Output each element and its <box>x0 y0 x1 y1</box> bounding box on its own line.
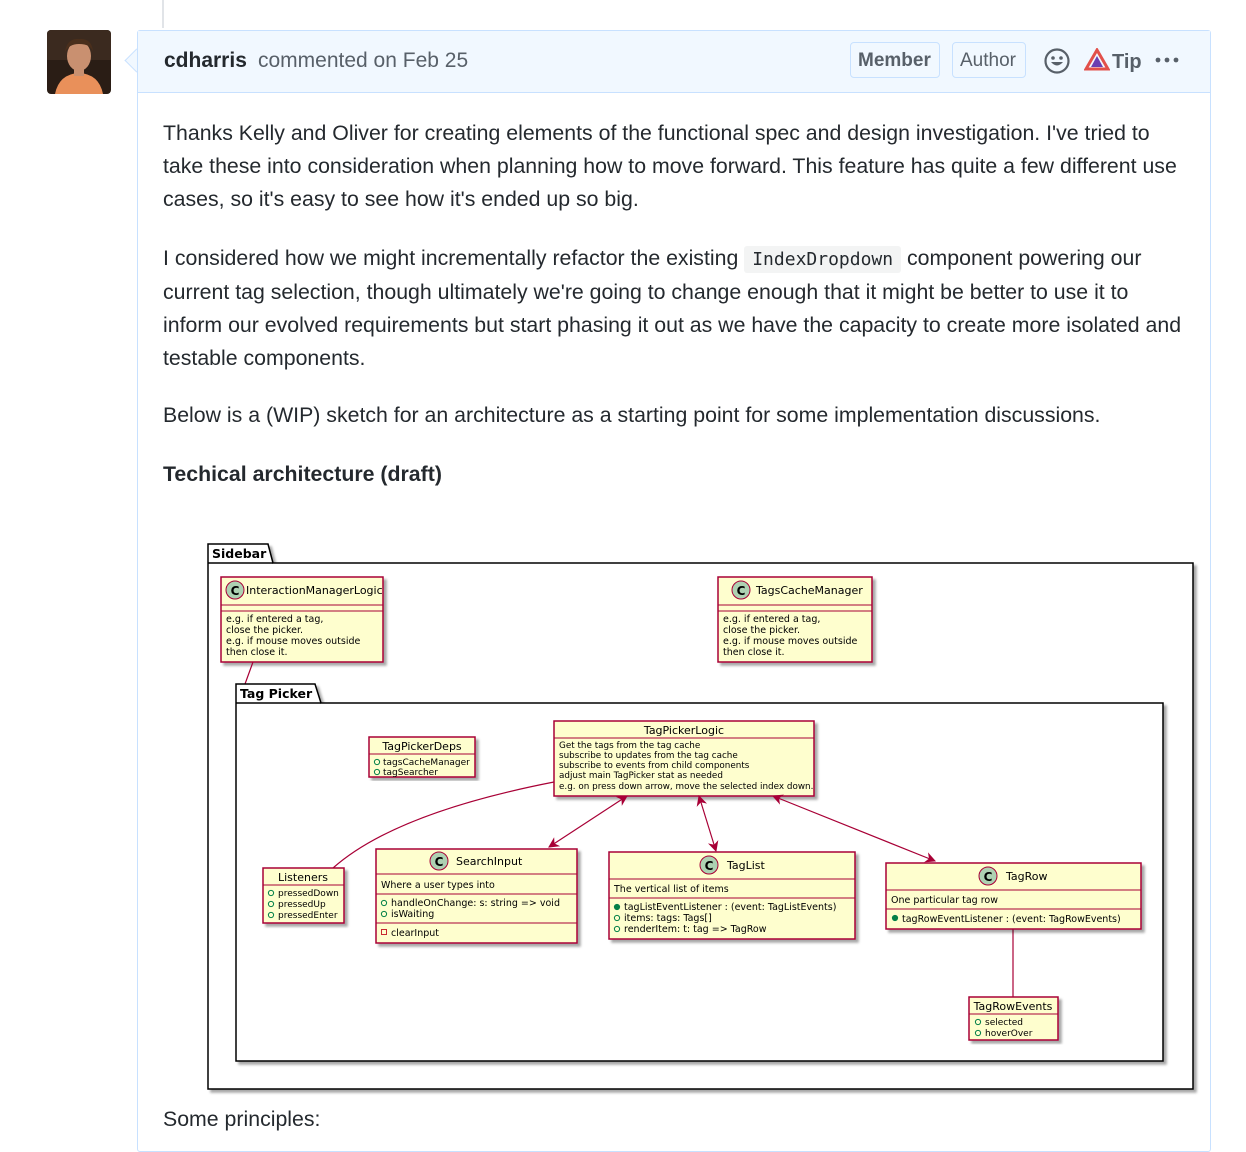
search-input-class <box>376 849 577 943</box>
paragraph-text: component powering our current tag selection, though ultimately we're going to change enough that it might be better to use it to inform our evolved requirements but start phasing it out as we have the capacity to create more isolated and testable components. <box>163 246 1182 370</box>
svg-text:e.g. if entered a tag,: e.g. if entered a tag, <box>723 614 821 625</box>
svg-text:tagSearcher: tagSearcher <box>383 768 438 778</box>
svg-text:One particular tag row: One particular tag row <box>891 895 998 906</box>
architecture-diagram[interactable] <box>205 541 1205 1101</box>
svg-text:tagsCacheManager: tagsCacheManager <box>383 758 470 768</box>
svg-text:isWaiting: isWaiting <box>391 909 435 920</box>
more-options-icon[interactable] <box>1155 53 1179 72</box>
svg-text:then close it.: then close it. <box>226 647 288 658</box>
timeline-line <box>162 0 164 28</box>
svg-text:Where a user types into: Where a user types into <box>381 880 495 891</box>
svg-text:C: C <box>704 859 714 873</box>
interaction-manager-class <box>221 577 383 662</box>
paragraph: Thanks Kelly and Oliver for creating elements of the functional spec and design investigation. I've tried to take these into consideration when planning how to move forward. This feature has quite a few different use cases, so it's easy to see how it's ended up so big. <box>163 121 1177 211</box>
tag-list-class <box>609 852 855 939</box>
svg-text:e.g. if mouse moves outside: e.g. if mouse moves outside <box>226 636 361 647</box>
svg-text:hoverOver: hoverOver <box>985 1029 1033 1039</box>
svg-text:e.g. if mouse moves outside: e.g. if mouse moves outside <box>723 636 858 647</box>
paragraph: Some principles: <box>163 1107 321 1131</box>
svg-text:TagList: TagList <box>727 859 765 872</box>
paragraph: Below is a (WIP) sketch for an architecture as a starting point for some implementation discussions. <box>163 403 1101 427</box>
class-name: TagsCacheManager <box>756 584 863 597</box>
svg-text:pressedUp: pressedUp <box>278 900 326 910</box>
sidebar-package-label: Sidebar <box>212 546 267 561</box>
comment-timestamp[interactable]: commented on Feb 25 <box>258 49 469 72</box>
svg-text:TagPickerDeps: TagPickerDeps <box>382 740 462 753</box>
class-name: InteractionManagerLogic <box>246 584 383 597</box>
section-heading: Techical architecture (draft) <box>163 462 442 486</box>
listeners-class <box>263 868 344 923</box>
svg-text:selected: selected <box>985 1018 1023 1028</box>
avatar[interactable] <box>47 30 111 94</box>
author-link[interactable]: cdharris <box>164 49 247 72</box>
tag-row-events-class <box>969 997 1058 1040</box>
svg-text:handleOnChange: s: string => v: handleOnChange: s: string => void <box>391 898 560 909</box>
svg-text:TagPickerLogic: TagPickerLogic <box>643 724 725 737</box>
svg-text:close the picker.: close the picker. <box>226 625 304 636</box>
inline-code: IndexDropdown <box>744 246 901 273</box>
tag-picker-logic-class <box>554 721 814 796</box>
svg-text:Get the tags from the tag cach: Get the tags from the tag cache <box>559 741 701 751</box>
svg-text:subscribe to events from child: subscribe to events from child components <box>559 761 750 771</box>
comment-box <box>137 30 1211 1152</box>
svg-text:Listeners: Listeners <box>278 871 328 884</box>
svg-text:SearchInput: SearchInput <box>456 855 523 868</box>
svg-text:tagRowEventListener : (event:: tagRowEventListener : (event: TagRowEvents) <box>902 914 1121 925</box>
tag-row-class <box>886 863 1141 929</box>
paragraph <box>163 242 1193 375</box>
paragraph-text: I considered how we might incrementally refactor the existing <box>163 246 745 270</box>
svg-text:subscribe to updates from the: subscribe to updates from the tag cache <box>559 751 738 761</box>
svg-text:pressedEnter: pressedEnter <box>278 911 338 921</box>
svg-text:C: C <box>736 584 746 598</box>
svg-text:e.g. on press down arrow, move: e.g. on press down arrow, move the selected index down. <box>559 782 814 792</box>
svg-text:C: C <box>230 584 240 598</box>
svg-text:items: tags: Tags[]: items: tags: Tags[] <box>624 913 712 924</box>
tag-picker-deps-class <box>369 737 475 778</box>
svg-text:renderItem: t: tag => TagRow: renderItem: t: tag => TagRow <box>624 924 767 935</box>
svg-text:tagListEventListener : (event:: tagListEventListener : (event: TagListEvents) <box>624 902 837 913</box>
svg-text:The vertical list of items: The vertical list of items <box>614 884 729 895</box>
tag-picker-package-label: Tag Picker <box>240 686 313 701</box>
emoji-reaction-icon[interactable] <box>1043 47 1071 80</box>
author-badge: Author <box>952 42 1026 78</box>
member-badge: Member <box>850 42 940 78</box>
tags-cache-manager-class <box>718 577 872 662</box>
tip-button[interactable]: Tip <box>1112 51 1142 73</box>
svg-text:pressedDown: pressedDown <box>278 889 339 899</box>
svg-text:TagRow: TagRow <box>1006 870 1048 883</box>
svg-text:then close it.: then close it. <box>723 647 785 658</box>
svg-text:e.g. if entered a tag,: e.g. if entered a tag, <box>226 614 324 625</box>
svg-text:clearInput: clearInput <box>391 928 440 939</box>
svg-text:TagRowEvents: TagRowEvents <box>973 1000 1053 1013</box>
svg-text:C: C <box>983 870 993 884</box>
svg-text:close the picker.: close the picker. <box>723 625 801 636</box>
svg-text:C: C <box>434 855 444 869</box>
comment-header <box>138 31 1210 93</box>
brave-tip-icon[interactable] <box>1084 48 1110 77</box>
svg-text:adjust main TagPicker stat as: adjust main TagPicker stat as needed <box>559 771 723 781</box>
